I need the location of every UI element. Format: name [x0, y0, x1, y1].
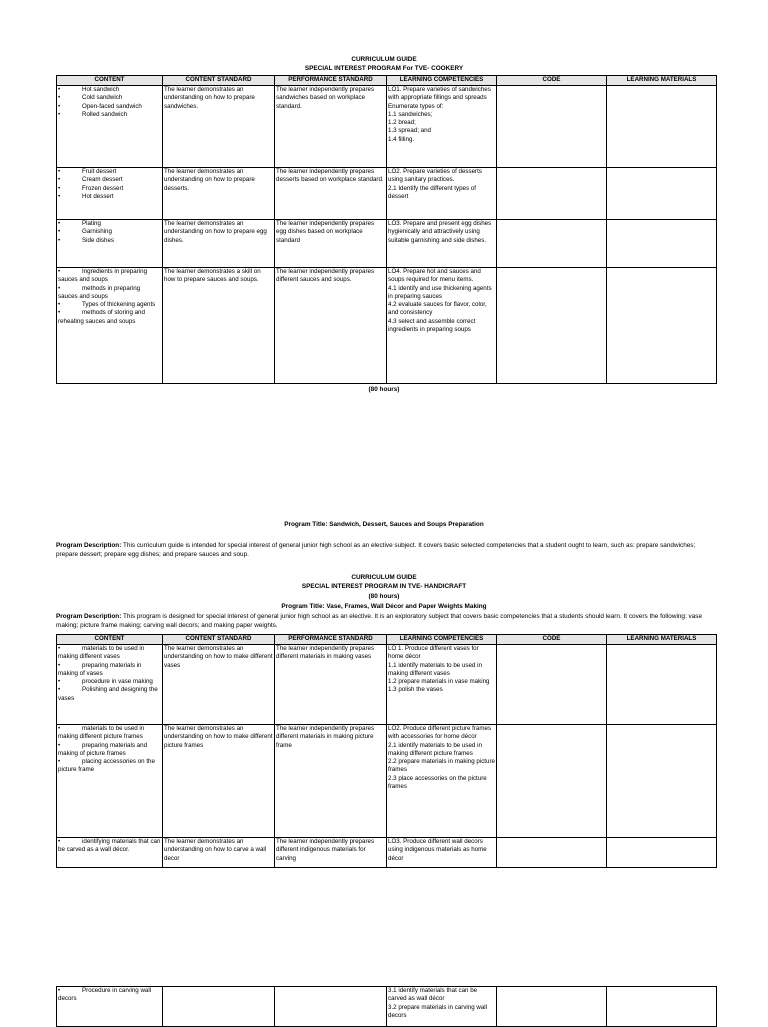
competency-item: LO3. Produce different wall decors using indigenous materials as home décor: [388, 838, 487, 862]
bullet-icon: •: [58, 176, 61, 184]
content-item: • Hot dessert: [58, 192, 114, 200]
program-title-line-handicraft: Program Title: Vase, Frames, Wall Décor and Paper Weights Making: [281, 603, 487, 610]
bullet-icon: •: [58, 686, 61, 694]
competencies-cell: [387, 838, 497, 868]
learning-materials-cell: [607, 168, 717, 220]
content-item: • Procedure in carving wall decors: [58, 987, 152, 1003]
bullet-icon: •: [58, 678, 61, 686]
bullet-icon: •: [58, 94, 61, 102]
content-item: • Plating: [58, 220, 101, 227]
content-cell: [57, 838, 163, 868]
table-header-row: [57, 76, 717, 86]
content-item: • methods of storing and reheating sauces and soups: [58, 309, 145, 325]
competencies-cell: [387, 86, 497, 168]
content-standard-cell: [163, 987, 275, 1027]
content-standard-cell: The learner demonstrates an understanding on how to make different vases: [163, 645, 275, 725]
bullet-icon: •: [58, 284, 61, 292]
competency-item: 4.1 identify and use thickening agents in preparing sauces: [388, 284, 492, 300]
program-title-line-cookery: Program Title: Sandwich, Dessert, Sauces and Soups Preparation: [284, 521, 484, 528]
bullet-icon: •: [58, 184, 61, 192]
description-text: This curriculum guide is intended for special interest of general junior high school as an elective subject. It covers basic selected competencies that a student ought to learn, such as: prepare sandwiches; prepare dessert; prepare egg dishes; and prepare sauces and soup.: [56, 542, 696, 558]
content-item: • procedure in vase making: [58, 678, 153, 686]
competency-item: LO2. Prepare varieties of desserts using sanitary practices.: [388, 168, 482, 184]
code-cell: [497, 268, 607, 384]
competency-item: Enumerate types of:: [388, 102, 444, 110]
competency-item: LO3. Prepare and present egg dishes hygienically and attractively using suitable garnishing and side dishes.: [388, 220, 492, 244]
competency-item: 1.3 spread; and: [388, 127, 432, 135]
content-item: • Polishing and designing the vases: [58, 686, 158, 702]
competency-item: 1.2 bread;: [388, 119, 416, 127]
content-cell: [57, 725, 163, 838]
description-text: This program is designed for special interest of general junior high school as an elective. It is an exploratory subject that covers basic competencies that a students should learn. It covers the following: vase making; picture frame making; carving wall decors; and making paper weights.: [56, 613, 703, 629]
performance-standard-cell: The learner independently prepares sandwiches based on workplace standard.: [275, 86, 387, 168]
performance-standard-cell: The learner independently prepares different materials in making picture frame: [275, 725, 387, 838]
table-row: [57, 725, 717, 838]
learning-materials-cell: [607, 725, 717, 838]
content-standard-cell: The learner demonstrates an understanding on how to prepare sandwiches.: [163, 86, 275, 168]
performance-standard-cell: The learner independently prepares different sauces and soups.: [275, 268, 387, 384]
learning-materials-cell: [607, 645, 717, 725]
bullet-icon: •: [58, 228, 61, 236]
performance-standard-cell: [275, 987, 387, 1027]
bullet-icon: •: [58, 168, 61, 175]
competencies-cell: [387, 268, 497, 384]
guide-title-handicraft: CURRICULUM GUIDE: [351, 574, 417, 581]
curriculum-table-handicraft: [56, 634, 717, 868]
bullet-icon: •: [58, 236, 61, 244]
program-title-cookery: SPECIAL INTEREST PROGRAM For TVE- COOKERY: [304, 65, 464, 72]
learning-materials-cell: [607, 987, 717, 1027]
bullet-icon: •: [58, 220, 61, 227]
code-cell: [497, 987, 607, 1027]
competency-item: 1.3 polish the vases: [388, 686, 443, 694]
program-description-cookery: [56, 542, 716, 559]
content-item: • placing accessories on the picture frame: [58, 758, 155, 774]
competency-item: 1.1 sandwiches;: [388, 110, 433, 118]
competency-item: 2.2 prepare materials in making picture frames: [388, 758, 495, 774]
competencies-cell: [387, 725, 497, 838]
content-item: • Fruit dessert: [58, 168, 117, 175]
bullet-icon: •: [58, 110, 61, 118]
column-header: LEARNING COMPETENCIES: [387, 76, 497, 86]
competencies-cell: [387, 220, 497, 268]
table-header-row: [57, 635, 717, 645]
program-description-handicraft: [56, 613, 716, 630]
bullet-icon: •: [58, 102, 61, 110]
content-cell: [57, 220, 163, 268]
description-label: Program Description:: [56, 613, 122, 620]
competency-item: LO1. Prepare varieties of sandwiches with appropriate fillings and spreads: [388, 86, 491, 102]
content-cell: [57, 86, 163, 168]
code-cell: [497, 168, 607, 220]
competency-item: 2.3 place accessories on the picture frames: [388, 774, 487, 791]
content-item: • materials to be used in making different picture frames: [58, 725, 145, 741]
content-cell: [57, 987, 163, 1027]
competency-item: 4.3 select and assemble correct ingredients in preparing soups: [388, 317, 476, 334]
curriculum-table-cookery: [56, 75, 717, 384]
code-cell: [497, 86, 607, 168]
column-header: PERFORMANCE STANDARD: [275, 635, 387, 645]
learning-materials-cell: [607, 86, 717, 168]
content-cell: [57, 268, 163, 384]
content-cell: [57, 645, 163, 725]
content-standard-cell: The learner demonstrates an understanding on how to make different picture frames: [163, 725, 275, 838]
learning-materials-cell: [607, 268, 717, 384]
competencies-cell: [387, 987, 497, 1027]
content-standard-cell: The learner demonstrates a skill on how to prepare sauces and soups.: [163, 268, 275, 384]
competency-item: 4.2 evaluate sauces for flavor, color, and consistency: [388, 301, 487, 317]
bullet-icon: •: [58, 268, 61, 275]
bullet-icon: •: [58, 192, 61, 200]
content-cell: [57, 168, 163, 220]
hours-label-handicraft: (80 hours): [368, 593, 400, 600]
bullet-icon: •: [58, 725, 61, 732]
column-header: CONTENT STANDARD: [163, 76, 275, 86]
content-item: • preparing materials in making of vases: [58, 661, 142, 677]
competency-item: 2.1 Identify the different types of dessert: [388, 184, 476, 200]
competency-item: LO 1. Produce different vases for home décor: [388, 645, 479, 661]
bullet-icon: •: [58, 987, 61, 994]
hours-label-cookery: (80 hours): [368, 386, 400, 393]
competency-item: 1.1 identify materials to be used in making different vases: [388, 661, 482, 677]
competency-item: 3.2 prepare materials in carving wall decors: [388, 1003, 488, 1019]
code-cell: [497, 725, 607, 838]
program-title-handicraft: SPECIAL INTEREST PROGRAM IN TVE- HANDICRAFT: [301, 583, 467, 590]
table-row: [57, 645, 717, 725]
bullet-icon: •: [58, 758, 61, 766]
column-header: CODE: [497, 76, 607, 86]
bullet-icon: •: [58, 661, 61, 669]
content-standard-cell: The learner demonstrates an understanding on how to prepare desserts.: [163, 168, 275, 220]
content-item: • Types of thickening agents: [58, 301, 156, 309]
content-item: • Ingredients in preparing sauces and soups: [58, 268, 148, 284]
table-row: [57, 168, 717, 220]
bullet-icon: •: [58, 645, 61, 652]
content-standard-cell: The learner demonstrates an understanding on how to prepare egg dishes.: [163, 220, 275, 268]
table-row: [57, 86, 717, 168]
performance-standard-cell: The learner independently prepares desserts based on workplace standard.: [275, 168, 387, 220]
learning-materials-cell: [607, 220, 717, 268]
bullet-icon: •: [58, 86, 61, 93]
content-item: • Frozen dessert: [58, 184, 124, 192]
competency-item: 3.1 identify materials that can be carved as wall décor: [388, 987, 478, 1003]
competency-item: 2.1 identify materials to be used in making different picture frames: [388, 741, 482, 757]
bullet-icon: •: [58, 741, 61, 749]
competency-item: LO4. Prepare hot and sauces and soups required for menu items.: [388, 268, 481, 284]
content-item: • Rolled sandwich: [58, 110, 128, 118]
content-item: • Cold sandwich: [58, 94, 123, 102]
column-header: LEARNING MATERIALS: [607, 76, 717, 86]
bullet-icon: •: [58, 301, 61, 309]
performance-standard-cell: The learner independently prepares egg dishes based on workplace standard: [275, 220, 387, 268]
column-header: LEARNING COMPETENCIES: [387, 635, 497, 645]
description-label: Program Description:: [56, 542, 122, 549]
performance-standard-cell: The learner independently prepares different indigenous materials for carving: [275, 838, 387, 868]
table-row: [57, 987, 717, 1027]
code-cell: [497, 645, 607, 725]
content-item: • Hot sandwich: [58, 86, 120, 93]
competency-item: 1.2 prepare materials in vase making: [388, 678, 490, 686]
competency-item: 1.4 filling.: [388, 135, 415, 143]
competencies-cell: [387, 645, 497, 725]
column-header: CONTENT: [57, 635, 163, 645]
content-item: • Garnishing: [58, 228, 112, 236]
column-header: CODE: [497, 635, 607, 645]
column-header: CONTENT: [57, 76, 163, 86]
code-cell: [497, 838, 607, 868]
content-item: • Side dishes: [58, 236, 114, 244]
learning-materials-cell: [607, 838, 717, 868]
code-cell: [497, 220, 607, 268]
competency-item: LO2. Produce different picture frames with accessories for home décor: [388, 725, 492, 741]
competencies-cell: [387, 168, 497, 220]
content-item: • materials to be used in making different vases: [58, 645, 145, 661]
content-item: • methods in preparing sauces and soups: [58, 284, 141, 300]
bullet-icon: •: [58, 838, 61, 845]
table-row: [57, 838, 717, 868]
column-header: LEARNING MATERIALS: [607, 635, 717, 645]
column-header: CONTENT STANDARD: [163, 635, 275, 645]
performance-standard-cell: The learner independently prepares different materials in making vases: [275, 645, 387, 725]
content-standard-cell: The learner demonstrates an understanding on how to carve a wall decor: [163, 838, 275, 868]
table-row: [57, 268, 717, 384]
guide-title-cookery: CURRICULUM GUIDE: [351, 56, 417, 63]
content-item: • Open-faced sandwich: [58, 102, 142, 110]
content-item: • identifying materials that can be carved as a wall décor.: [58, 838, 161, 854]
curriculum-table-continued: [56, 986, 717, 1027]
content-item: • preparing materials and making of picture frames: [58, 741, 148, 757]
table-row: [57, 220, 717, 268]
column-header: PERFORMANCE STANDARD: [275, 76, 387, 86]
content-item: • Cream dessert: [58, 176, 123, 184]
bullet-icon: •: [58, 309, 61, 317]
